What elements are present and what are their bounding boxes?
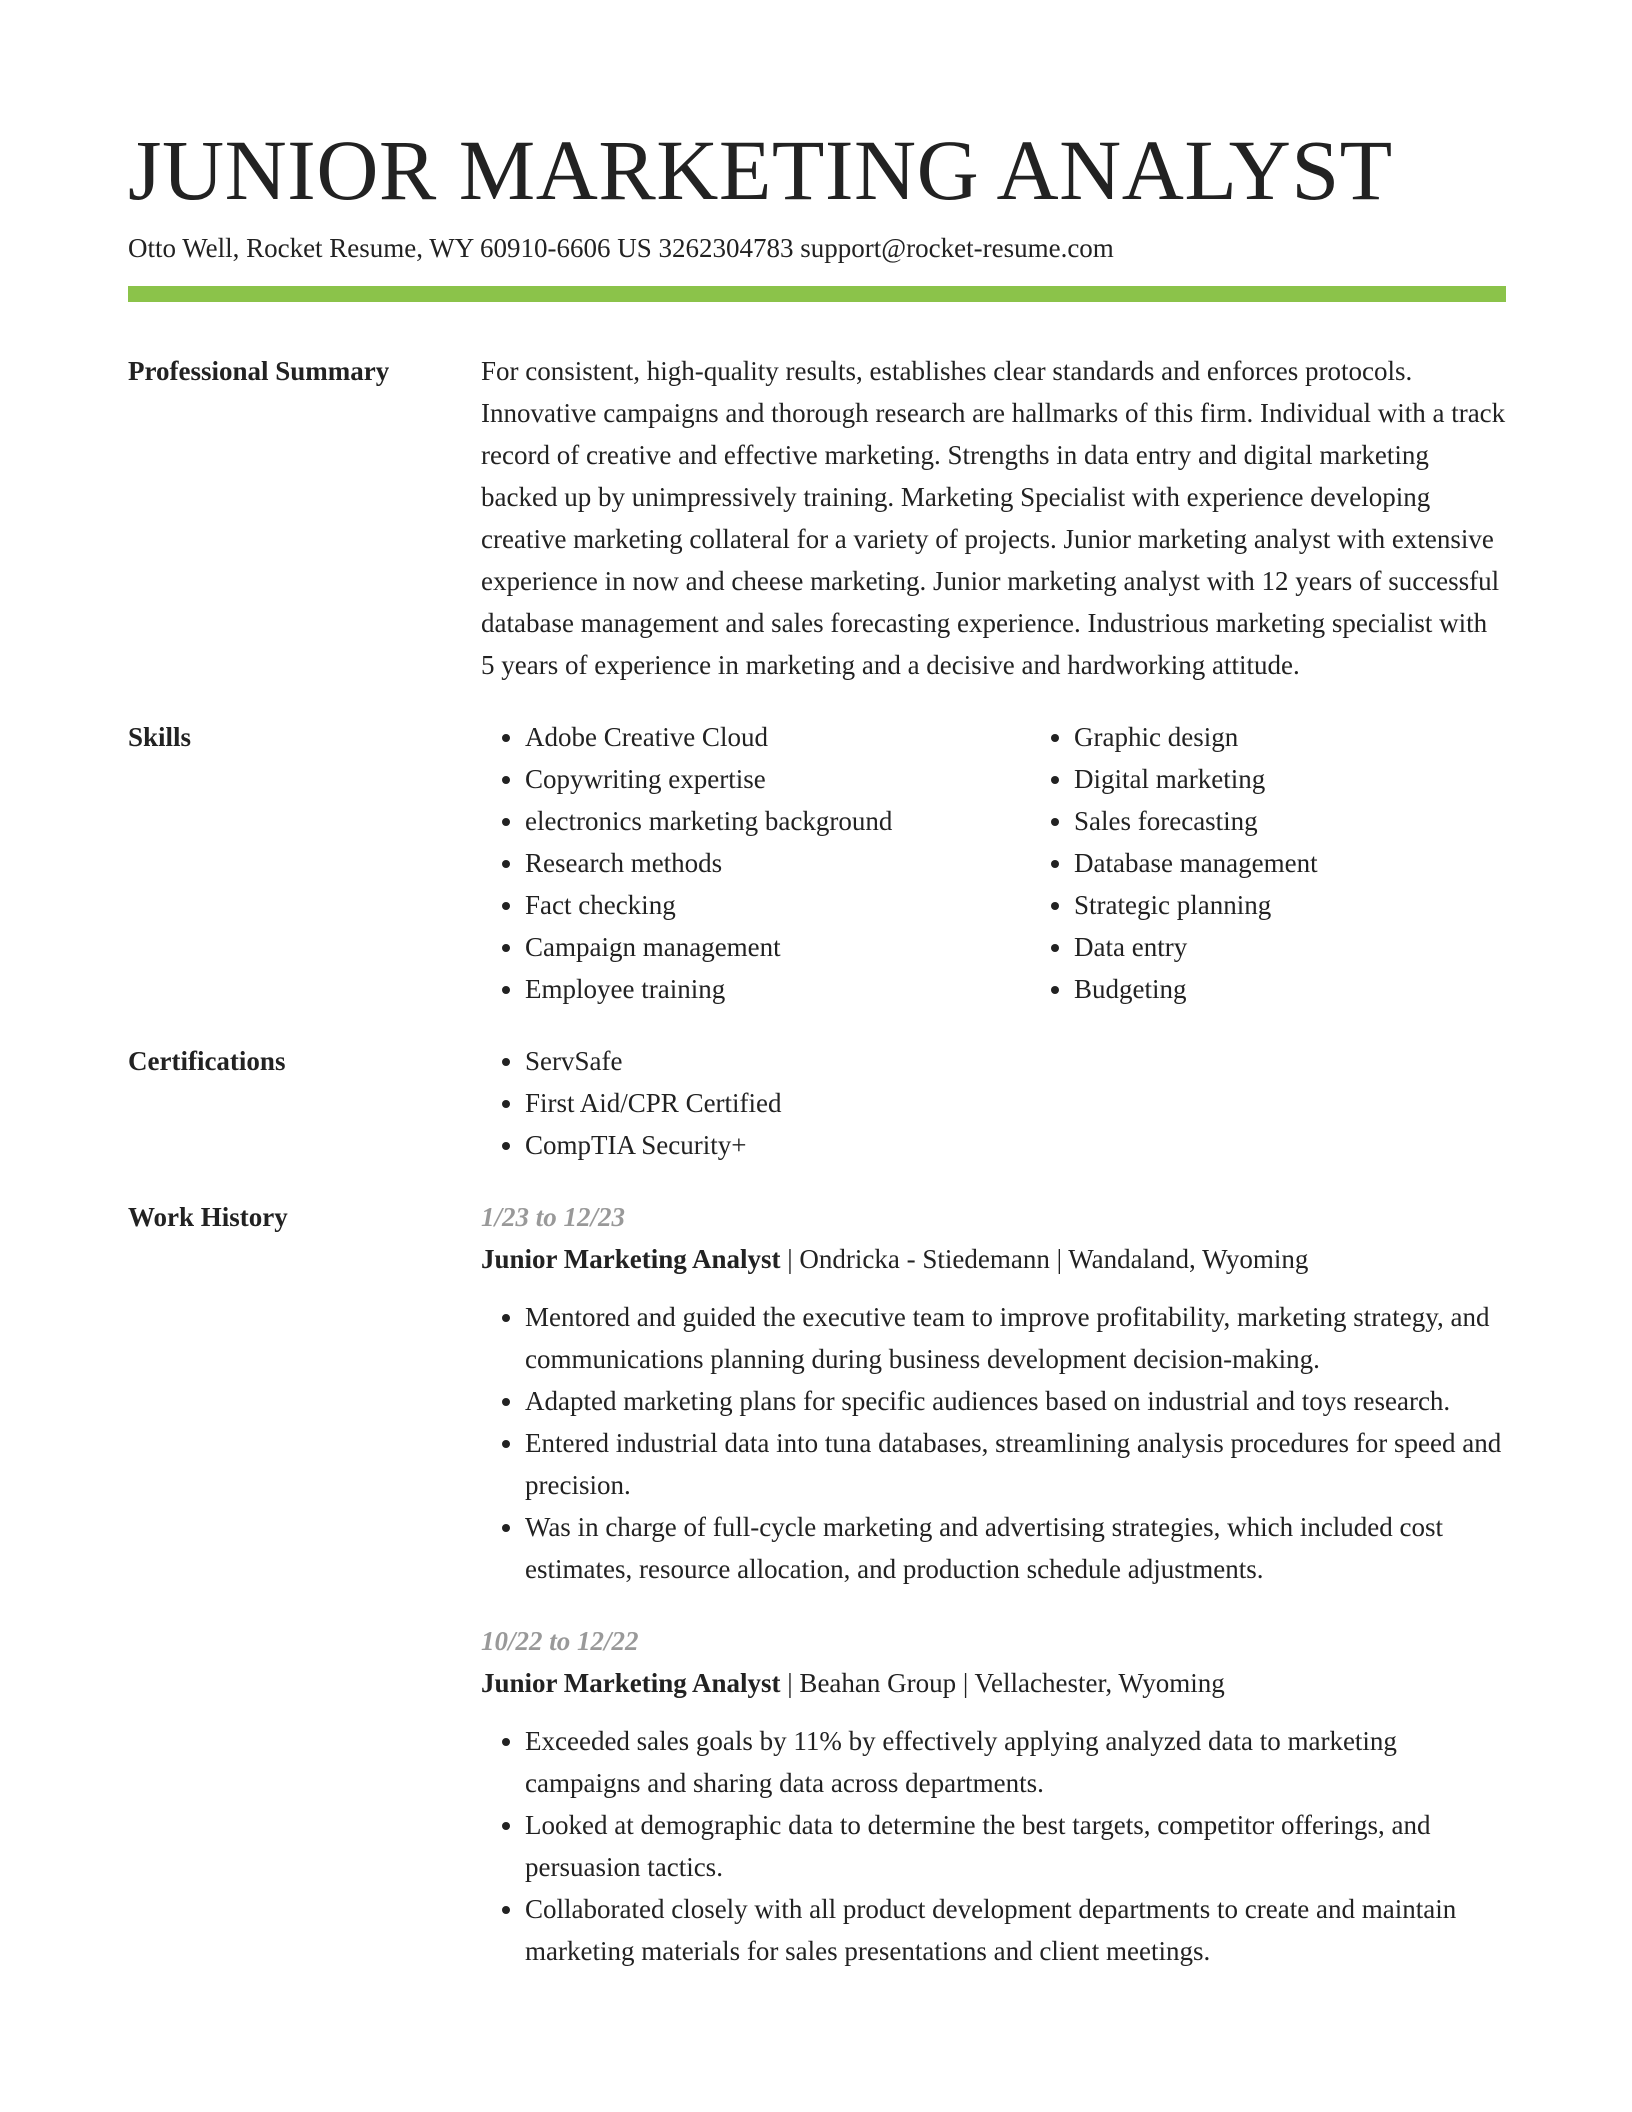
skills-section (128, 716, 1506, 1010)
skill-item: • Sales forecasting (1074, 800, 1579, 842)
certification-item: • First Aid/CPR Certified (525, 1082, 1506, 1124)
job-details: | Ondricka - Stiedemann | Wandaland, Wyoming (780, 1244, 1309, 1274)
job-heading (481, 1238, 1506, 1280)
job-dates: 10/22 to 12/22 (481, 1626, 639, 1656)
job-bullet: • Mentored and guided the executive team to improve profitability, marketing strategy, and communications planning during business development decision-making. (525, 1296, 1506, 1380)
certification-item: • CompTIA Security+ (525, 1124, 1506, 1166)
job-bullet: • Collaborated closely with all product development departments to create and maintain marketing materials for sales presentations and client meetings. (525, 1888, 1506, 1972)
summary-text: For consistent, high-quality results, establishes clear standards and enforces protocols. Innovative campaigns and thorough research are hallmarks of this firm. Individual with a track record of creative and effective marketing. Strengths in data entry and digital marketing backed up by unimpressively training. Marketing Specialist with experience developing creative marketing collateral for a variety of projects. Junior marketing analyst with extensive experience in now and cheese marketing. Junior marketing analyst with 12 years of successful database management and sales forecasting experience. Industrious marketing specialist with 5 years of experience in marketing and a decisive and hardworking attitude. (481, 356, 1506, 680)
summary-section (128, 350, 1506, 686)
skill-item: • Employee training (525, 968, 1030, 1010)
job-bullet: • Looked at demographic data to determine the best targets, competitor offerings, and persuasion tactics. (525, 1804, 1506, 1888)
skill-item: • Digital marketing (1074, 758, 1579, 800)
job-entry (481, 1196, 1506, 1590)
work-history-section (128, 1196, 1506, 1972)
skill-item: • electronics marketing background (525, 800, 1030, 842)
job-entry (481, 1620, 1506, 1972)
certifications-label: Certifications (128, 1046, 286, 1076)
skill-item: • Fact checking (525, 884, 1030, 926)
job-title: Junior Marketing Analyst (481, 1668, 781, 1698)
certifications-list (481, 1040, 1506, 1166)
skills-list-left (481, 716, 1030, 1010)
job-bullet: • Was in charge of full-cycle marketing and advertising strategies, which included cost estimates, resource allocation, and production schedule adjustments. (525, 1506, 1506, 1590)
skill-item: • Copywriting expertise (525, 758, 1030, 800)
certification-item: • ServSafe (525, 1040, 1506, 1082)
summary-label: Professional Summary (128, 356, 390, 386)
skills-content (481, 716, 1579, 1010)
skill-item: • Graphic design (1074, 716, 1579, 758)
job-dates: 1/23 to 12/23 (481, 1202, 626, 1232)
work-history-content (481, 1196, 1506, 1972)
job-title: Junior Marketing Analyst (481, 1244, 781, 1274)
accent-divider (128, 286, 1506, 302)
skill-item: • Strategic planning (1074, 884, 1579, 926)
job-bullets (481, 1720, 1506, 1972)
work-history-label: Work History (128, 1202, 288, 1232)
skills-list-right (1030, 716, 1579, 1010)
job-heading (481, 1662, 1506, 1704)
job-bullet: • Entered industrial data into tuna databases, streamlining analysis procedures for speed and precision. (525, 1422, 1506, 1506)
certifications-content (481, 1040, 1506, 1166)
job-bullets (481, 1296, 1506, 1590)
resume-title: JUNIOR MARKETING ANALYST (128, 122, 1393, 218)
skill-item: • Database management (1074, 842, 1579, 884)
skill-item: • Data entry (1074, 926, 1579, 968)
contact-line: Otto Well, Rocket Resume, WY 60910-6606 US 3262304783 support@rocket-resume.com (128, 233, 1114, 263)
skill-item: • Adobe Creative Cloud (525, 716, 1030, 758)
skill-item: • Budgeting (1074, 968, 1579, 1010)
job-details: | Beahan Group | Vellachester, Wyoming (780, 1668, 1225, 1698)
summary-content (481, 350, 1506, 686)
skills-label: Skills (128, 722, 192, 752)
certifications-section (128, 1040, 1506, 1166)
job-bullet: • Adapted marketing plans for specific audiences based on industrial and toys research. (525, 1380, 1506, 1422)
job-bullet: • Exceeded sales goals by 11% by effectively applying analyzed data to marketing campaigns and sharing data across departments. (525, 1720, 1506, 1804)
skill-item: • Campaign management (525, 926, 1030, 968)
resume-page (128, 120, 1506, 1972)
skill-item: • Research methods (525, 842, 1030, 884)
